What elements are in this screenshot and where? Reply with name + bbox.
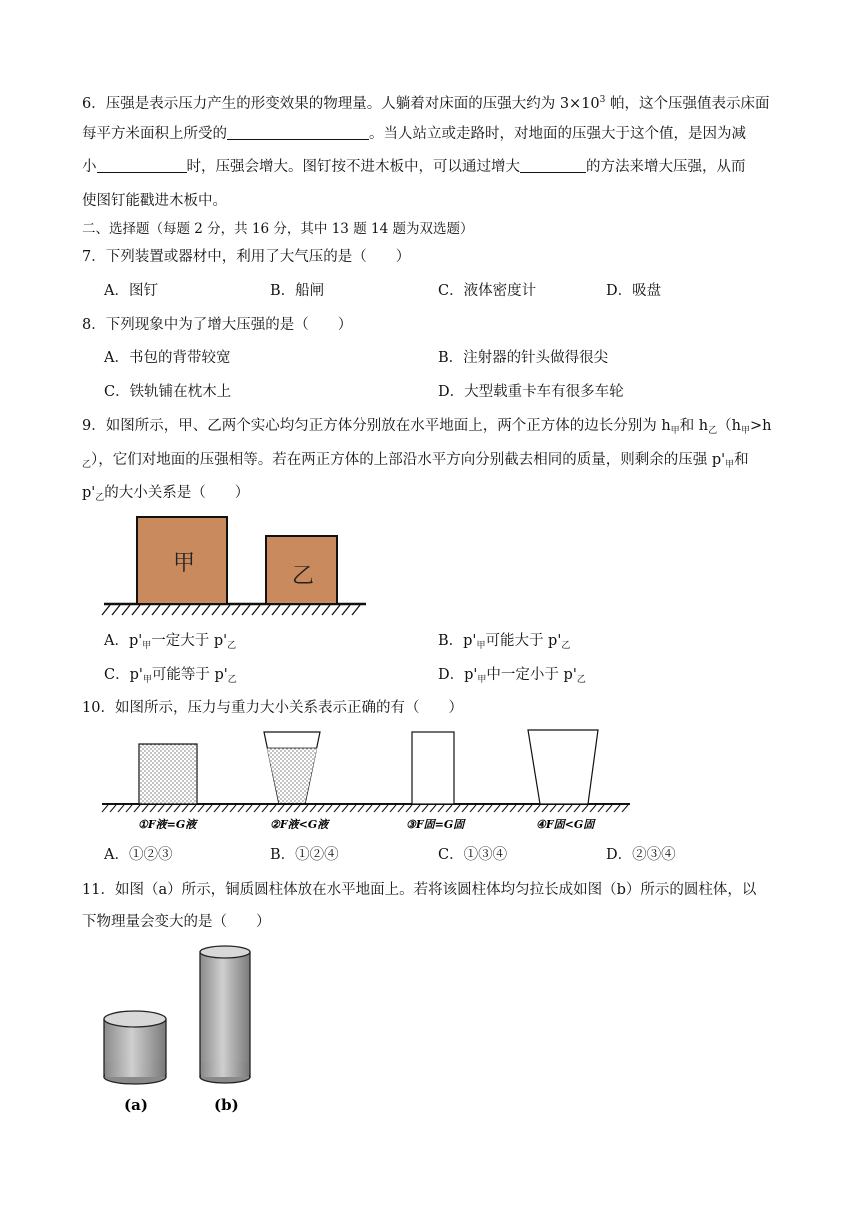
q9-text-1b: 和 h	[679, 418, 709, 434]
solid-4	[528, 730, 598, 804]
q7-option-a[interactable]: A．图钉	[104, 283, 158, 299]
q10-stem: 10．如图所示，压力与重力大小关系表示正确的有（ ）	[82, 700, 463, 716]
q6-line-2	[82, 124, 746, 144]
q7-option-d[interactable]: D．吸盘	[606, 283, 662, 299]
q9-text-2b: ），它们对地面的压强相等。若在两正方体的上部沿水平方向分别截去相同的质量，则剩余的压强 p'	[91, 452, 726, 468]
q6-text-1b: 帕，这个压强值表示床面	[605, 96, 770, 112]
q9-option-a[interactable]	[104, 631, 236, 656]
q9-option-b[interactable]	[438, 631, 570, 656]
opt-sub: 甲	[476, 641, 486, 651]
q6-blank-3[interactable]	[520, 158, 586, 173]
fig-label-3: ③F固=G固	[406, 818, 465, 831]
opt-sub: 乙	[576, 675, 586, 685]
opt-sub: 乙	[227, 675, 237, 685]
q10-pressure-figure	[100, 726, 634, 836]
q6-blank-2[interactable]	[97, 158, 187, 173]
q9-text-2c: 和	[734, 452, 749, 468]
q6-exponent: 3	[599, 95, 606, 105]
q6-text-2a: 每平方米面积上所受的	[82, 126, 227, 142]
cyl-label-a: (a)	[124, 1096, 148, 1114]
q8-stem: 8．下列现象中为了增大压强的是（ ）	[82, 317, 353, 333]
opt-sub: 甲	[477, 675, 487, 685]
q9-text-1c: （h	[717, 418, 741, 434]
q10-option-d[interactable]: D．②③④	[606, 847, 676, 863]
q6-text-3a: 小	[82, 159, 97, 175]
q6-text-3b: 时，压强会增大。图钉按不进木板中，可以通过增大	[186, 159, 520, 175]
opt-text: 一定大于 p'	[151, 633, 228, 649]
q9-sub: 乙	[708, 426, 718, 436]
opt-text: 可能等于 p'	[151, 667, 228, 683]
q6-line-3	[82, 157, 746, 177]
q9-text-1a: 9．如图所示，甲、乙两个实心均匀正方体分别放在水平地面上，两个正方体的边长分别为 h	[82, 418, 671, 434]
q10-option-c[interactable]: C．①③④	[438, 847, 508, 863]
q7-option-b[interactable]: B．船闸	[270, 283, 325, 299]
container-1	[139, 744, 197, 804]
q9-sub: 乙	[95, 493, 105, 503]
q9-sub: 甲	[725, 460, 735, 470]
opt-text: D．p'	[438, 667, 478, 683]
opt-text: B．p'	[438, 633, 477, 649]
q9-text-3b: 的大小关系是（ ）	[104, 485, 250, 501]
fig-label-2: ②F液<G液	[270, 818, 329, 831]
q11-line-1: 11．如图（a）所示，铜质圆柱体放在水平地面上。若将该圆柱体均匀拉长成如图（b）所示的圆柱体，以	[82, 882, 757, 898]
q6-text-3c: 的方法来增大压强，从而	[586, 159, 746, 175]
q9-text-3a: p'	[82, 485, 96, 501]
q9-line-3	[82, 483, 249, 508]
q9-sub: 乙	[82, 460, 92, 470]
opt-sub: 乙	[561, 641, 571, 651]
q7-option-c[interactable]: C．液体密度计	[438, 283, 537, 299]
solid-3	[412, 732, 454, 804]
opt-sub: 甲	[142, 641, 152, 651]
fig-label-1: ①F液=G液	[138, 818, 197, 831]
opt-text: A．p'	[104, 633, 143, 649]
q8-option-b[interactable]: B．注射器的针头做得很尖	[438, 350, 609, 366]
fig-label-4: ④F固<G固	[536, 818, 595, 831]
q8-option-c[interactable]: C．铁轨铺在枕木上	[104, 384, 232, 400]
q11-cylinders-figure	[96, 942, 266, 1117]
q9-sub: 甲	[741, 426, 751, 436]
q7-stem: 7．下列装置或器材中，利用了大气压的是（ ）	[82, 249, 411, 265]
q9-cubes-figure	[100, 512, 370, 618]
opt-text: C．p'	[104, 667, 143, 683]
q9-option-c[interactable]	[104, 665, 237, 690]
opt-text: 可能大于 p'	[485, 633, 562, 649]
cube-jia-label: 甲	[172, 551, 196, 576]
q9-line-1	[82, 416, 772, 441]
q9-option-d[interactable]	[438, 665, 586, 690]
q9-text-1d: >h	[750, 418, 772, 434]
opt-sub: 甲	[142, 675, 152, 685]
cylinder-b	[200, 946, 250, 1083]
cyl-label-b: (b)	[214, 1096, 239, 1114]
q6-line-4: 使图钉能戳进木板中。	[82, 193, 227, 209]
opt-text: 中一定小于 p'	[486, 667, 577, 683]
section-heading: 二、选择题（每题 2 分，共 16 分，其中 13 题 14 题为双选题）	[82, 221, 474, 237]
q6-text-2b: 。当人站立或走路时，对地面的压强大于这个值，是因为减	[369, 126, 746, 142]
q6-text-1a: 6．压强是表示压力产生的形变效果的物理量。人躺着对床面的压强大约为 3×10	[82, 96, 600, 112]
q11-line-2: 下物理量会变大的是（ ）	[82, 914, 271, 930]
q8-option-d[interactable]: D．大型载重卡车有很多车轮	[438, 384, 624, 400]
q10-option-b[interactable]: B．①②④	[270, 847, 339, 863]
cube-yi-label: 乙	[291, 564, 315, 589]
q6-blank-1[interactable]	[227, 125, 369, 140]
q9-sub: 甲	[670, 426, 680, 436]
cylinder-a	[104, 1011, 166, 1084]
q6-line-1	[82, 90, 770, 114]
q10-option-a[interactable]: A．①②③	[104, 847, 173, 863]
opt-sub: 乙	[227, 641, 237, 651]
q8-option-a[interactable]: A．书包的背带较宽	[104, 350, 231, 366]
q9-line-2	[82, 450, 749, 475]
